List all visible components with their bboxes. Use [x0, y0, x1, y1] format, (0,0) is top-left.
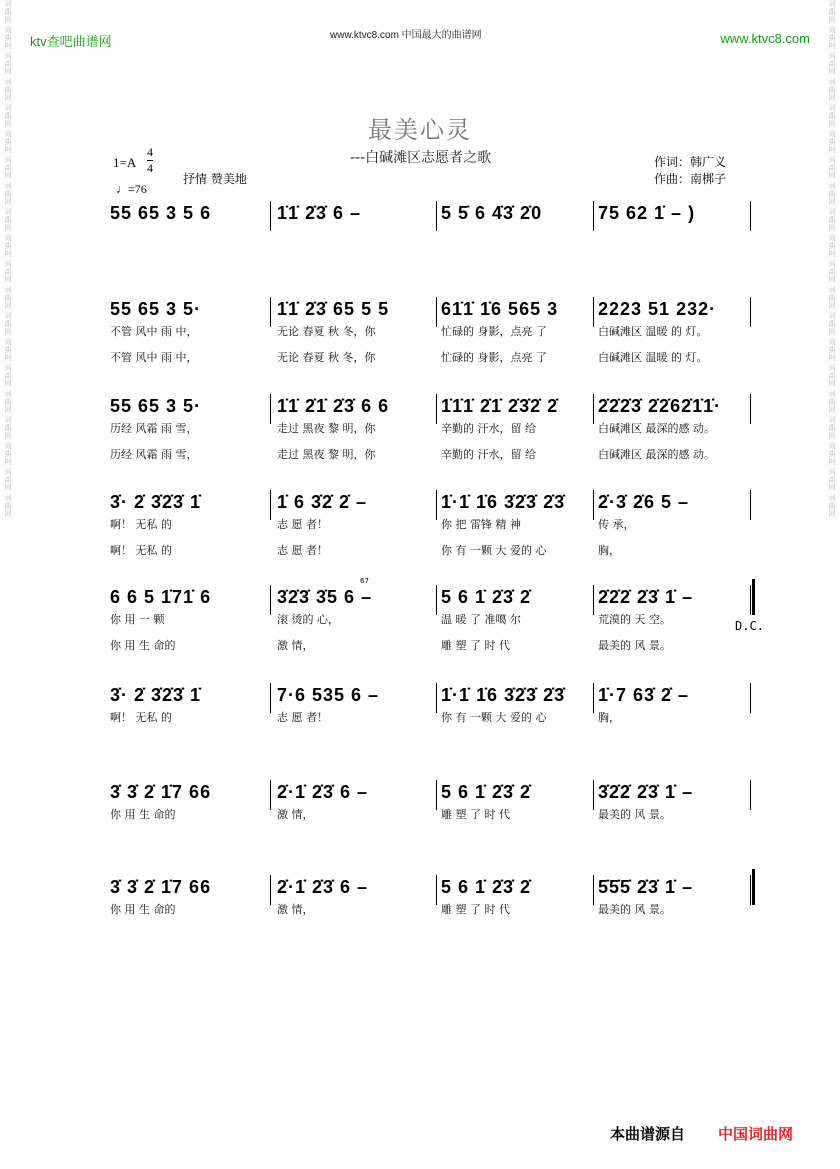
barline: [436, 394, 437, 424]
barline: [593, 297, 594, 327]
measure: 2̇2̇2̇ 2̇3̇ 1̇ –: [598, 587, 694, 607]
lyric-line: 走过 黑夜 黎 明，你: [277, 422, 376, 435]
barline: [270, 683, 271, 713]
measure: 1̇·1̇ 1̇6 3̇2̇3̇ 2̇3̇: [441, 492, 566, 512]
measure: 5 6 1̇ 2̇3̇ 2̇: [441, 782, 532, 802]
barline: [436, 201, 437, 231]
measure: 55 65 3 5 6: [110, 203, 212, 223]
measure: 75 62 1̇ – ): [598, 203, 696, 223]
lyric-line: 你 把 雷锋 精 神: [441, 518, 521, 531]
barline: [436, 297, 437, 327]
final-barline: [752, 869, 755, 905]
measure: 1̇·1̇ 1̇6 3̇2̇3̇ 2̇3̇: [441, 685, 566, 705]
lyric-line: 胸，: [598, 544, 620, 557]
lyric-line: 不管 风中 雨 中，: [110, 351, 198, 364]
composer-credit: 作曲：南梆子: [654, 172, 727, 186]
barline: [436, 683, 437, 713]
barline: [436, 490, 437, 520]
lyric-line: 你 用 生 命的: [110, 808, 176, 821]
right-watermark: 词曲网 词曲网 词曲网 词曲网 词曲网 词曲网 词曲网 词曲网 词曲网 词曲网 词曲网 词曲网 词曲网 词曲网 词曲网 词曲网 词曲网 词曲网 词曲网 词曲网: [828, 0, 836, 518]
barline: [436, 585, 437, 615]
barline: [750, 394, 751, 424]
lyric-line: 志 愿 者！: [277, 518, 328, 531]
final-barline: [752, 579, 755, 615]
lyric-line: 最美的 风 景。: [598, 903, 671, 916]
lyric-line: 不管 风中 雨 中，: [110, 325, 198, 338]
measure: 1̇1̇ 2̇3̇ 65 5 5: [277, 299, 390, 319]
measure: 3̇· 2̇ 3̇2̇3̇ 1̇: [110, 685, 202, 705]
lyric-line: 啊！ 无私 的: [110, 711, 172, 724]
lyricist-credit: 作词：韩广义: [654, 155, 727, 169]
time-signature: [147, 145, 153, 176]
measure: 3̇2̇2̇ 2̇3̇ 1̇ –: [598, 782, 694, 802]
barline: [750, 201, 751, 231]
expression-marking: 抒情 赞美地: [183, 172, 247, 186]
tempo-marking: ♩=76: [116, 182, 147, 196]
measure: 2̇·1̇ 2̇3̇ 6 –: [277, 782, 369, 802]
barline: [270, 201, 271, 231]
barline: [750, 490, 751, 520]
measure: 3̇· 2̇ 3̇2̇3̇ 1̇: [110, 492, 202, 512]
lyric-line: 你 用 生 命的: [110, 903, 176, 916]
measure: 7·6 535 6 –: [277, 685, 380, 705]
barline: [593, 585, 594, 615]
lyric-line: 白碱滩区 温暖 的 灯。: [598, 351, 708, 364]
lyric-line: 志 愿 者！: [277, 544, 328, 557]
barline: [593, 394, 594, 424]
lyric-line: 激 情，: [277, 808, 314, 821]
measure: 5̇5̇5̇ 2̇3̇ 1̇ –: [598, 877, 694, 897]
lyric-line: 白碱滩区 最深的感 动。: [598, 422, 715, 435]
song-title: 最美心灵: [368, 116, 472, 144]
lyric-line: 辛勤的 汗水，留 给: [441, 422, 536, 435]
left-watermark: 词曲网 词曲网 词曲网 词曲网 词曲网 词曲网 词曲网 词曲网 词曲网 词曲网 词曲网 词曲网 词曲网 词曲网 词曲网 词曲网 词曲网 词曲网 词曲网 词曲网: [4, 0, 12, 518]
lyric-line: 雕 塑 了 时 代: [441, 903, 510, 916]
barline: [593, 201, 594, 231]
grace-notes: 67: [360, 577, 369, 585]
time-signature-top: 4: [147, 145, 153, 159]
lyric-line: 荒漠的 天 空。: [598, 613, 671, 626]
lyric-line: 最美的 风 景。: [598, 808, 671, 821]
measure: 61̇1̇ 1̇6 565 3: [441, 299, 559, 319]
lyric-line: 滚 烫的 心，: [277, 613, 339, 626]
lyric-line: 白碱滩区 最深的感 动。: [598, 448, 715, 461]
lyric-line: 激 情，: [277, 903, 314, 916]
barline: [750, 297, 751, 327]
measure: 1̇1̇ 2̇1̇ 2̇3̇ 6 6: [277, 396, 390, 416]
barline: [270, 875, 271, 905]
measure: 3̇ 3̇ 2̇ 1̇7 66: [110, 877, 212, 897]
measure: 1̇ 6 3̇2̇ 2̇ –: [277, 492, 368, 512]
header-right-site[interactable]: www.ktvc8.com: [720, 31, 810, 46]
measure: 55 65 3 5·: [110, 396, 202, 416]
key-signature: 1=A: [113, 155, 137, 170]
measure: 55 65 3 5·: [110, 299, 202, 319]
lyric-line: 走过 黑夜 黎 明，你: [277, 448, 376, 461]
lyric-line: 历经 风霜 雨 雪，: [110, 448, 198, 461]
barline: [436, 780, 437, 810]
barline: [593, 683, 594, 713]
barline: [270, 490, 271, 520]
lyric-line: 啊！ 无私 的: [110, 544, 172, 557]
lyric-line: 白碱滩区 温暖 的 灯。: [598, 325, 708, 338]
lyric-line: 激 情，: [277, 639, 314, 652]
footer-source-label: 本曲谱源自: [610, 1125, 686, 1143]
lyric-line: 你 有 一颗 大 爱的 心: [441, 544, 547, 557]
barline: [750, 585, 751, 615]
barline: [270, 394, 271, 424]
lyric-line: 辛勤的 汗水，留 给: [441, 448, 536, 461]
lyric-line: 志 愿 者！: [277, 711, 328, 724]
barline: [593, 875, 594, 905]
barline: [593, 780, 594, 810]
header-center-site[interactable]: www.ktvc8.com 中国最大的曲谱网: [330, 30, 482, 41]
barline: [750, 780, 751, 810]
measure: 3̇ 3̇ 2̇ 1̇7 66: [110, 782, 212, 802]
lyric-line: 胸，: [598, 711, 620, 724]
song-subtitle: ---白碱滩区志愿者之歌: [350, 150, 492, 166]
lyric-line: 你 用 一 颗: [110, 613, 165, 626]
barline: [270, 780, 271, 810]
measure: 6 6 5 1̇71̇ 6: [110, 587, 212, 607]
header-left-site[interactable]: ktv查吧曲谱网: [30, 34, 112, 49]
lyric-line: 啊！ 无私 的: [110, 518, 172, 531]
measure: 2̇·1̇ 2̇3̇ 6 –: [277, 877, 369, 897]
lyric-line: 最美的 风 景。: [598, 639, 671, 652]
lyric-line: 温 暖 了 准噶 尔: [441, 613, 521, 626]
lyric-line: 雕 塑 了 时 代: [441, 808, 510, 821]
footer-source-site[interactable]: 中国词曲网: [718, 1125, 794, 1143]
barline: [750, 683, 751, 713]
measure: 3̇2̇3̇ 3̇5 6 –: [277, 587, 373, 607]
barline: [270, 297, 271, 327]
lyric-line: 历经 风霜 雨 雪，: [110, 422, 198, 435]
measure: 2223 51 232·: [598, 299, 717, 319]
measure: 5 6 1̇ 2̇3̇ 2̇: [441, 877, 532, 897]
measure: 2̇·3̇ 2̇6 5 –: [598, 492, 690, 512]
measure: 5 5̇ 6 4̇3̇ 2̇0: [441, 203, 543, 223]
measure: 1̇1̇ 2̇3̇ 6 –: [277, 203, 362, 223]
measure: 1̇1̇1̇ 2̇1̇ 2̇3̇2̇ 2̇: [441, 396, 559, 416]
lyric-line: 无论 春夏 秋 冬，你: [277, 325, 376, 338]
lyric-line: 雕 塑 了 时 代: [441, 639, 510, 652]
lyric-line: 你 用 生 命的: [110, 639, 176, 652]
lyric-line: 忙碌的 身影，点亮 了: [441, 325, 547, 338]
lyric-line: 你 有 一颗 大 爱的 心: [441, 711, 547, 724]
measure: 1̇·7 63̇ 2̇ –: [598, 685, 690, 705]
barline: [750, 875, 751, 905]
barline: [270, 585, 271, 615]
measure: 5 6 1̇ 2̇3̇ 2̇: [441, 587, 532, 607]
measure: 2̇2̇2̇3̇ 2̇2̇62̇1̇1̇·: [598, 396, 722, 416]
barline: [593, 490, 594, 520]
barline: [436, 875, 437, 905]
lyric-line: 忙碌的 身影，点亮 了: [441, 351, 547, 364]
lyric-line: 无论 春夏 秋 冬，你: [277, 351, 376, 364]
time-signature-bottom: 4: [147, 161, 153, 175]
da-capo-mark: D.C.: [735, 619, 764, 633]
lyric-line: 传 承，: [598, 518, 635, 531]
